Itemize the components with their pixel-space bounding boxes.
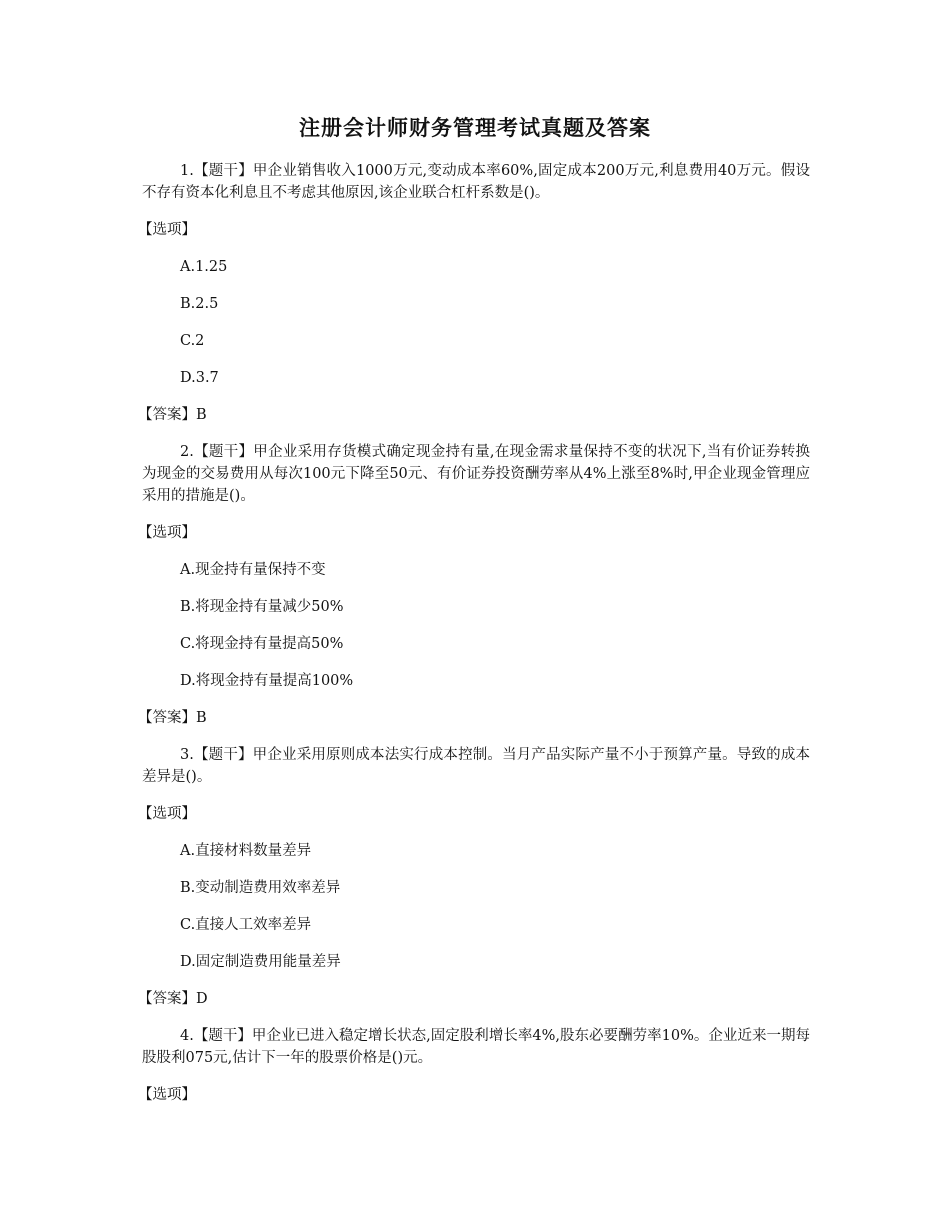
question-3-answer	[138, 988, 810, 1010]
question-2-option-d: D.将现金持有量提高100%	[180, 673, 354, 689]
answer-label: 【答案】	[138, 991, 196, 1007]
answer-value: D	[196, 991, 208, 1007]
question-1-option-a: A.1.25	[180, 259, 228, 275]
answer-value: B	[196, 710, 207, 726]
question-3-option-c: C.直接人工效率差异	[180, 917, 312, 933]
question-3-stem: 3.【题干】甲企业采用原则成本法实行成本控制。当月产品实际产量不小于预算产量。导致的成本差异是()。	[142, 747, 810, 785]
question-4-options-label: 【选项】	[138, 1087, 196, 1103]
question-2-options-label: 【选项】	[138, 525, 196, 541]
question-2-option-a: A.现金持有量保持不变	[180, 562, 326, 578]
question-1-options-label: 【选项】	[138, 222, 196, 238]
question-2-answer	[138, 707, 810, 729]
answer-value: B	[196, 407, 207, 423]
answer-label: 【答案】	[138, 407, 196, 423]
question-1-option-d: D.3.7	[180, 370, 219, 386]
page-title: 注册会计师财务管理考试真题及答案	[299, 116, 651, 140]
question-3-option-b: B.变动制造费用效率差异	[180, 880, 341, 896]
question-3-option-a: A.直接材料数量差异	[180, 843, 312, 859]
question-3-options-label: 【选项】	[138, 806, 196, 822]
question-3-option-d: D.固定制造费用能量差异	[180, 954, 341, 970]
answer-label: 【答案】	[138, 710, 196, 726]
document-body	[138, 160, 810, 1121]
question-2-stem: 2.【题干】甲企业采用存货模式确定现金持有量,在现金需求量保持不变的状况下,当有价证券转换为现金的交易费用从每次100元下降至50元、有价证券投资酬劳率从4%上涨至8%时,甲企业现金管理应采用的措施是()。	[142, 444, 810, 504]
question-1-option-b: B.2.5	[180, 296, 219, 312]
question-4-stem: 4.【题干】甲企业已进入稳定增长状态,固定股利增长率4%,股东必要酬劳率10%。企业近来一期每股股利075元,估计下一年的股票价格是()元。	[142, 1028, 810, 1066]
question-2-option-b: B.将现金持有量减少50%	[180, 599, 344, 615]
question-1-option-c: C.2	[180, 333, 205, 349]
question-2-option-c: C.将现金持有量提高50%	[180, 636, 344, 652]
question-1-answer	[138, 404, 810, 426]
question-1-stem: 1.【题干】甲企业销售收入1000万元,变动成本率60%,固定成本200万元,利息费用40万元。假设不存有资本化利息且不考虑其他原因,该企业联合杠杆系数是()。	[142, 163, 810, 201]
